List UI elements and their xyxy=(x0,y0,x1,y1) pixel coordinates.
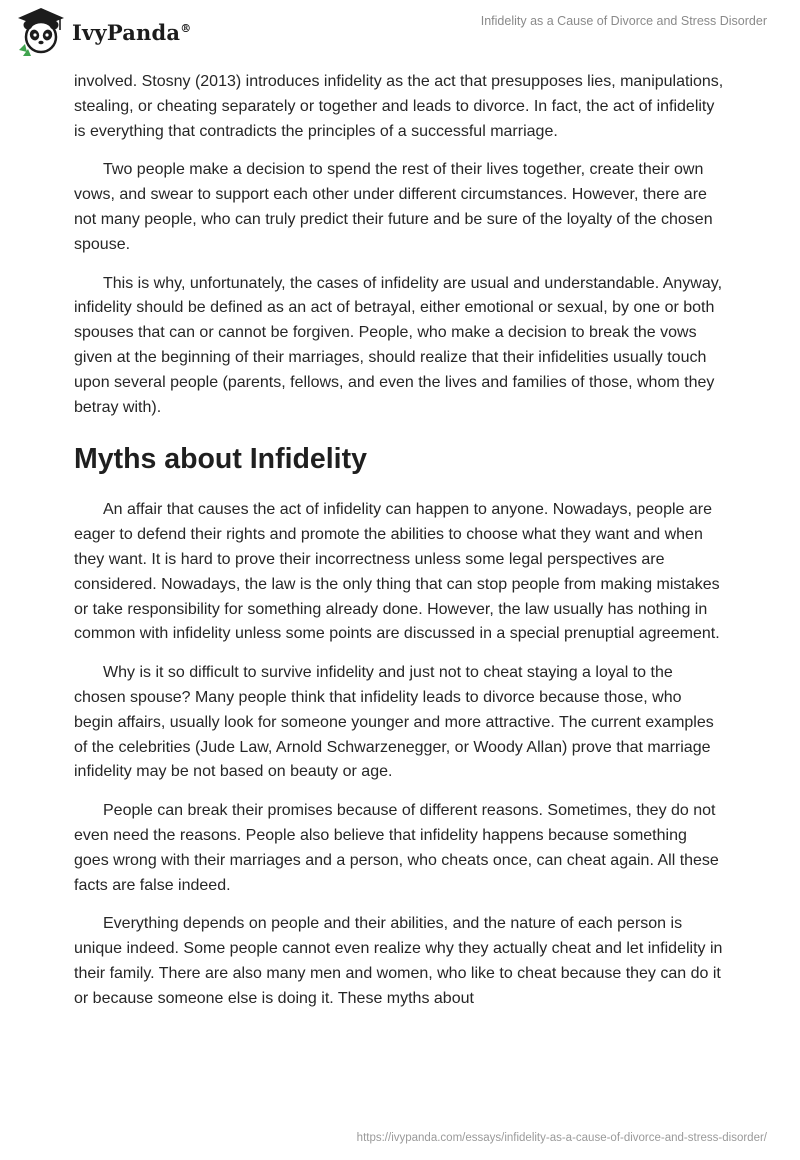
section-heading: Myths about Infidelity xyxy=(74,443,367,476)
brand-name: IvyPanda® xyxy=(72,19,192,45)
paragraph-4: An affair that causes the act of infidelity can happen to anyone. Nowadays, people are eager to defend their rights and promote the abilities to choose what they want and when they want. It is hard to prove their incorrectness unless some legal perspectives are considered. Nowadays, the law is the only thing that can stop people from making mistakes or take responsibility for something already done. However, the law usually has nothing in common with infidelity unless some points are discussed in a special prenuptial agreement. xyxy=(74,501,720,643)
paragraph-6: People can break their promises because of different reasons. Sometimes, they do not even need the reasons. People also believe that infidelity happens because something goes wrong with their marriages and a person, who cheats once, can cheat again. All these facts are false indeed. xyxy=(74,802,719,894)
paragraph-1: involved. Stosny (2013) introduces infidelity as the act that presupposes lies, manipulations, stealing, or cheating separately or together and leads to divorce. In fact, the act of infidelity is everything that contradicts the principles of a successful marriage. xyxy=(74,73,724,140)
paragraph-7: Everything depends on people and their abilities, and the nature of each person is unique indeed. Some people cannot even realize why they actually cheat and let infidelity in their family. There are also many men and women, who like to cheat because they can do it or because someone else is doing it. These myths about xyxy=(74,915,723,1007)
panda-graduate-logo-icon xyxy=(14,6,68,58)
brand-logo[interactable] xyxy=(14,6,191,58)
running-title: Infidelity as a Cause of Divorce and Stress Disorder xyxy=(480,14,767,28)
paragraph-2: Two people make a decision to spend the rest of their lives together, create their own vows, and swear to support each other under different circumstances. However, there are not many people, who can truly predict their future and be sure of the loyalty of the chosen spouse. xyxy=(74,161,713,253)
paragraph-3: This is why, unfortunately, the cases of infidelity are usual and understandable. Anyway, infidelity should be defined as an act of betrayal, either emotional or sexual, by one or both spouses that can or cannot be forgiven. People, who make a decision to break the vows given at the beginning of their marriages, should realize that their infidelities usually touch upon several people (parents, fellows, and even the lives and families of those, whom they betray with). xyxy=(74,274,723,416)
page-header xyxy=(0,0,800,64)
paragraph-5: Why is it so difficult to survive infidelity and just not to cheat staying a loyal to the chosen spouse? Many people think that infidelity leads to divorce because those, who begin affairs, usually look for someone younger and more attractive. The current examples of the celebrities (Jude Law, Arnold Schwarzenegger, or Woody Allan) prove that marriage infidelity may be not based on beauty or age. xyxy=(74,664,714,781)
source-url[interactable]: https://ivypanda.com/essays/infidelity-as-a-cause-of-divorce-and-stress-disorder/ xyxy=(356,1132,767,1144)
essay-body xyxy=(74,70,724,1026)
